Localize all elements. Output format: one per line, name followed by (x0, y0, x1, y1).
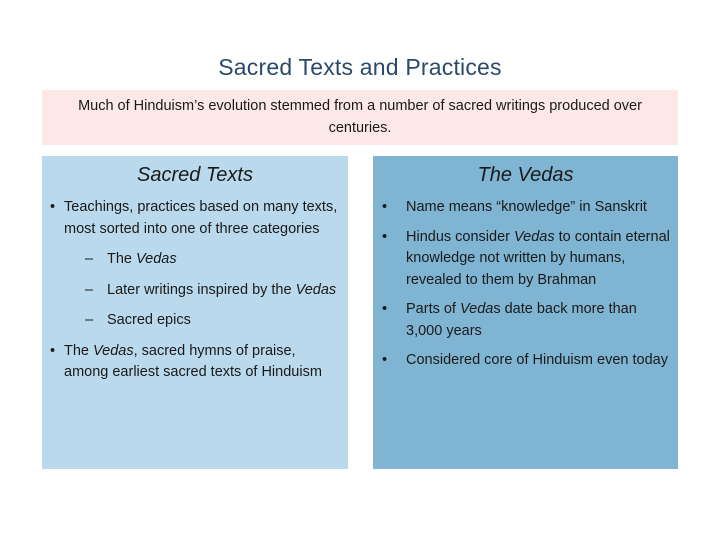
dash-icon: – (84, 312, 94, 328)
sub-list-item (50, 310, 340, 332)
list-item-text (406, 227, 670, 292)
list-item-text: Name means “knowledge” in Sanskrit (406, 199, 647, 215)
sacred-texts-panel (42, 156, 348, 469)
vedas-panel (373, 156, 678, 469)
bullet-icon: • (382, 301, 388, 317)
dash-icon: – (84, 251, 94, 267)
sub-list-item (50, 249, 340, 271)
intro-box (42, 90, 678, 145)
sacred-texts-list (50, 197, 340, 384)
text-segment: Later writings inspired by the (107, 281, 296, 298)
slide-title: Sacred Texts and Practices (218, 54, 502, 80)
text-segment: Parts of (406, 301, 460, 317)
list-item-text: Considered core of Hinduism even today (406, 352, 668, 368)
sub-list-item-text: Sacred epics (107, 312, 191, 328)
intro-text: Much of Hinduism’s evolution stemmed from a number of sacred writings produced over centuries. (78, 98, 642, 136)
list-item (50, 197, 340, 240)
bullet-icon: • (382, 228, 388, 245)
bullet-icon: • (50, 342, 56, 359)
list-item-text (64, 341, 340, 384)
bullet-icon: • (50, 199, 56, 215)
sacred-texts-heading: Sacred Texts (137, 164, 253, 186)
text-segment: The (64, 342, 94, 359)
sub-list-item-text (107, 280, 340, 302)
vedas-list (381, 197, 670, 372)
list-item (50, 341, 340, 384)
text-segment: Hindus consider (406, 228, 514, 245)
vedas-heading: The Vedas (477, 164, 574, 186)
text-segment: s date back more than 3,000 years (406, 301, 637, 339)
list-item (381, 299, 670, 342)
text-segment: to contain eternal knowledge not written by humans, revealed to them by Brahman (406, 228, 670, 288)
text-segment: , sacred hymns of praise, among earliest sacred texts of Hinduism (64, 342, 322, 380)
italic-segment: Vedas (514, 228, 555, 245)
list-item-text (406, 299, 670, 342)
italic-segment: Veda (460, 301, 494, 317)
italic-segment: Vedas (136, 251, 177, 267)
sub-list-item (50, 280, 340, 302)
list-item-text: Teachings, practices based on many texts, most sorted into one of three categories (64, 199, 338, 237)
text-segment: The (107, 251, 137, 267)
dash-icon: – (84, 281, 94, 298)
list-item (381, 227, 670, 292)
list-item (381, 197, 670, 219)
list-item (381, 350, 670, 372)
italic-segment: Vedas (93, 342, 134, 359)
sub-list-item-text (107, 249, 340, 271)
bullet-icon: • (382, 352, 388, 368)
bullet-icon: • (382, 199, 388, 215)
italic-segment: Vedas (295, 281, 337, 298)
